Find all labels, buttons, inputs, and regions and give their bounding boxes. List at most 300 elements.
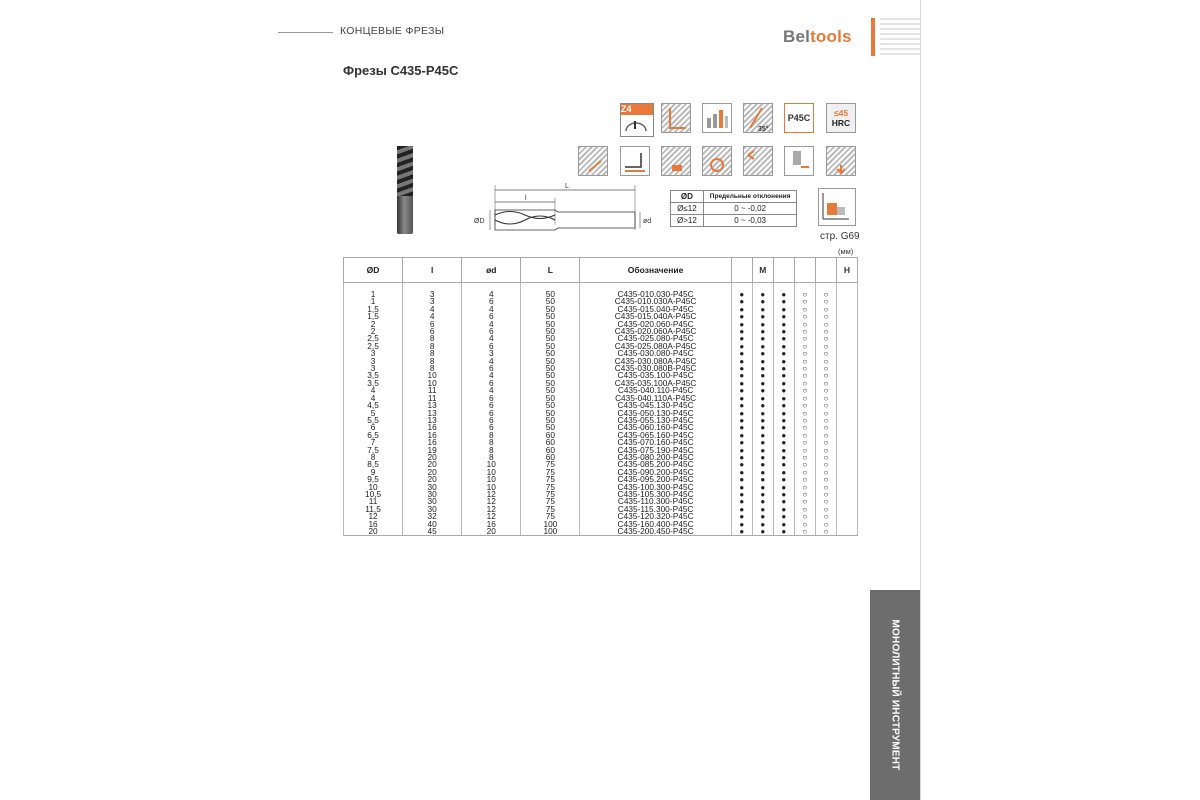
dim-od: ød: [643, 218, 652, 225]
table-cell: 50: [521, 402, 580, 409]
cutting-data-icon: [818, 188, 856, 226]
table-cell: 50: [521, 343, 580, 350]
table-cell: 6,5: [344, 432, 403, 439]
table-cell: 4: [462, 335, 521, 342]
table-cell: 50: [521, 350, 580, 357]
table-cell: 16: [403, 432, 462, 439]
suitability-K-cell: ●: [773, 454, 794, 461]
performance-bars-icon: [702, 103, 732, 133]
suitability-M-cell: ●: [752, 439, 773, 446]
suitability-H-cell: [836, 454, 857, 461]
table-row: [344, 528, 858, 536]
table-cell: 75: [521, 491, 580, 498]
suitability-H-cell: [836, 291, 857, 298]
table-cell: 4: [462, 372, 521, 379]
suitability-M-cell: ●: [752, 476, 773, 483]
suitability-N-cell: ○: [794, 313, 815, 320]
suitability-M-cell: ●: [752, 372, 773, 379]
suitability-N-cell: ○: [794, 476, 815, 483]
table-cell: 12: [462, 513, 521, 520]
table-cell: C435-060.160-P45C: [580, 424, 731, 431]
suitability-P-cell: ●: [731, 484, 752, 491]
table-cell: C435-020.060-P45C: [580, 321, 731, 328]
suitability-S-cell: ○: [815, 498, 836, 505]
table-cell: 60: [521, 432, 580, 439]
suitability-S-cell: ○: [815, 395, 836, 402]
suitability-N-cell: ○: [794, 424, 815, 431]
suitability-N-cell: ○: [794, 402, 815, 409]
table-cell: 50: [521, 306, 580, 313]
table-cell: 75: [521, 484, 580, 491]
table-cell: 11: [403, 387, 462, 394]
suitability-M-cell: ●: [752, 387, 773, 394]
table-cell: 50: [521, 358, 580, 365]
table-cell: 32: [403, 513, 462, 520]
table-cell: 8: [403, 358, 462, 365]
table-cell: 75: [521, 498, 580, 505]
table-cell: 16: [403, 439, 462, 446]
suitability-M-cell: ●: [752, 328, 773, 335]
suitability-K-cell: ●: [773, 491, 794, 498]
suitability-M-cell: ●: [752, 365, 773, 372]
suitability-K-cell: ●: [773, 306, 794, 313]
suitability-P-cell: ●: [731, 328, 752, 335]
helix-angle-label: 35°: [758, 126, 769, 132]
table-cell: 50: [521, 321, 580, 328]
suitability-M-cell: ●: [752, 521, 773, 528]
suitability-S-cell: ○: [815, 298, 836, 305]
dim-l: l: [525, 195, 527, 202]
table-cell: C435-045.130-P45C: [580, 402, 731, 409]
header-rule: [278, 32, 333, 33]
suitability-P-cell: ●: [731, 461, 752, 468]
table-cell: C435-030.080-P45C: [580, 350, 731, 357]
suitability-M-cell: ●: [752, 395, 773, 402]
suitability-P-cell: ●: [731, 491, 752, 498]
table-cell: 6: [462, 313, 521, 320]
table-cell: 60: [521, 454, 580, 461]
suitability-H-cell: [836, 298, 857, 305]
col-N: N: [794, 258, 815, 283]
suitability-P-cell: ●: [731, 372, 752, 379]
table-cell: 7: [344, 439, 403, 446]
suitability-M-cell: ●: [752, 350, 773, 357]
hrc-unit: HRC: [831, 118, 851, 128]
suitability-P-cell: ●: [731, 298, 752, 305]
suitability-S-cell: ○: [815, 447, 836, 454]
page-divider: [920, 0, 921, 800]
dimension-drawing: [470, 180, 660, 240]
suitability-K-cell: ●: [773, 484, 794, 491]
suitability-S-cell: ○: [815, 328, 836, 335]
shoulder-milling-icon: [620, 146, 650, 176]
table-cell: 11,5: [344, 506, 403, 513]
table-cell: 30: [403, 491, 462, 498]
hardness-badge: [826, 103, 856, 133]
table-cell: 16: [344, 521, 403, 528]
suitability-H-cell: [836, 506, 857, 513]
table-header-row: [344, 258, 858, 283]
suitability-M-cell: ●: [752, 447, 773, 454]
table-cell: 16: [403, 424, 462, 431]
plunge-side-icon: [784, 146, 814, 176]
suitability-N-cell: ○: [794, 484, 815, 491]
table-cell: 1,5: [344, 313, 403, 320]
suitability-H-cell: [836, 424, 857, 431]
table-cell: 3: [403, 298, 462, 305]
table-cell: 1: [344, 291, 403, 298]
suitability-P-cell: ●: [731, 417, 752, 424]
suitability-M-cell: ●: [752, 491, 773, 498]
table-cell: 3,5: [344, 372, 403, 379]
table-cell: 100: [521, 521, 580, 528]
table-cell: 11: [403, 395, 462, 402]
table-cell: C435-030.080A-P45C: [580, 358, 731, 365]
tol-head-tol: Предельные отклонения: [703, 191, 797, 203]
table-cell: 20: [403, 461, 462, 468]
suitability-M-cell: ●: [752, 291, 773, 298]
accent-bar: [871, 18, 875, 56]
suitability-S-cell: ○: [815, 313, 836, 320]
table-cell: 13: [403, 410, 462, 417]
table-cell: 4: [403, 313, 462, 320]
table-cell: 4: [344, 395, 403, 402]
table-cell: 8: [403, 343, 462, 350]
table-cell: 6: [403, 328, 462, 335]
table-cell: 9: [344, 469, 403, 476]
table-cell: C435-090.200-P45C: [580, 469, 731, 476]
table-cell: 11: [344, 498, 403, 505]
table-cell: 6: [462, 343, 521, 350]
table-cell: 13: [403, 402, 462, 409]
table-cell: C435-050.130-P45C: [580, 410, 731, 417]
dim-L: L: [565, 183, 569, 190]
suitability-K-cell: ●: [773, 387, 794, 394]
table-cell: 8: [403, 350, 462, 357]
table-cell: 3,5: [344, 380, 403, 387]
suitability-P-cell: ●: [731, 321, 752, 328]
table-cell: 20: [462, 528, 521, 536]
suitability-S-cell: ○: [815, 335, 836, 342]
suitability-N-cell: ○: [794, 291, 815, 298]
tol-head-d: ØD: [671, 191, 704, 203]
table-cell: 8: [403, 365, 462, 372]
suitability-K-cell: ●: [773, 417, 794, 424]
table-cell: 60: [521, 447, 580, 454]
col-S: S: [815, 258, 836, 283]
suitability-P-cell: ●: [731, 424, 752, 431]
suitability-P-cell: ●: [731, 395, 752, 402]
table-cell: 20: [403, 469, 462, 476]
table-cell: 3: [344, 365, 403, 372]
table-cell: 10: [403, 372, 462, 379]
suitability-S-cell: ○: [815, 387, 836, 394]
table-cell: 6: [462, 395, 521, 402]
suitability-K-cell: ●: [773, 506, 794, 513]
decor-stripes: [880, 18, 920, 58]
suitability-H-cell: [836, 306, 857, 313]
side-tab-label: МОНОЛИТНЫЙ ИНСТРУМЕНТ: [889, 619, 901, 771]
table-cell: C435-055.130-P45C: [580, 417, 731, 424]
suitability-N-cell: ○: [794, 506, 815, 513]
suitability-K-cell: ●: [773, 291, 794, 298]
suitability-P-cell: ●: [731, 365, 752, 372]
suitability-K-cell: ●: [773, 424, 794, 431]
table-cell: C435-110.300-P45C: [580, 498, 731, 505]
table-cell: 20: [344, 528, 403, 536]
table-cell: 5: [344, 410, 403, 417]
suitability-K-cell: ●: [773, 380, 794, 387]
suitability-S-cell: ○: [815, 358, 836, 365]
plunge-milling-icon: [826, 146, 856, 176]
table-cell: 16: [462, 521, 521, 528]
suitability-M-cell: ●: [752, 424, 773, 431]
col-P: P: [731, 258, 752, 283]
table-cell: 75: [521, 506, 580, 513]
suitability-H-cell: [836, 498, 857, 505]
table-cell: C435-035.100-P45C: [580, 372, 731, 379]
table-cell: C435-040.110A-P45C: [580, 395, 731, 402]
suitability-H-cell: [836, 439, 857, 446]
table-cell: 10: [462, 484, 521, 491]
table-cell: 6: [462, 328, 521, 335]
suitability-N-cell: ○: [794, 365, 815, 372]
suitability-M-cell: ●: [752, 410, 773, 417]
coating-p45c-badge: P45C: [784, 103, 814, 133]
table-cell: 50: [521, 395, 580, 402]
suitability-P-cell: ●: [731, 469, 752, 476]
table-cell: 75: [521, 476, 580, 483]
dim-OD: ØD: [474, 218, 485, 225]
suitability-H-cell: [836, 358, 857, 365]
table-cell: 7,5: [344, 447, 403, 454]
suitability-P-cell: ●: [731, 454, 752, 461]
table-cell: 2,5: [344, 335, 403, 342]
table-cell: 8: [344, 454, 403, 461]
suitability-M-cell: ●: [752, 321, 773, 328]
table-cell: 10,5: [344, 491, 403, 498]
table-cell: 6: [462, 365, 521, 372]
suitability-S-cell: ○: [815, 343, 836, 350]
suitability-P-cell: ●: [731, 313, 752, 320]
hrc-value: ≤45: [833, 108, 849, 118]
suitability-H-cell: [836, 328, 857, 335]
table-cell: 3: [344, 350, 403, 357]
suitability-N-cell: ○: [794, 343, 815, 350]
suitability-K-cell: ●: [773, 521, 794, 528]
suitability-S-cell: ○: [815, 513, 836, 520]
col-H: H: [836, 258, 857, 283]
suitability-K-cell: ●: [773, 335, 794, 342]
suitability-S-cell: ○: [815, 476, 836, 483]
tol-d: Ø>12: [671, 215, 704, 227]
suitability-K-cell: ●: [773, 447, 794, 454]
suitability-H-cell: [836, 484, 857, 491]
suitability-P-cell: ●: [731, 350, 752, 357]
suitability-S-cell: ○: [815, 410, 836, 417]
table-cell: 60: [521, 439, 580, 446]
table-cell: C435-010.030-P45C: [580, 291, 731, 298]
suitability-N-cell: ○: [794, 528, 815, 536]
suitability-K-cell: ●: [773, 328, 794, 335]
table-cell: C435-200.450-P45C: [580, 528, 731, 536]
suitability-M-cell: ●: [752, 402, 773, 409]
suitability-H-cell: [836, 417, 857, 424]
table-cell: 50: [521, 417, 580, 424]
table-cell: C435-040.110-P45C: [580, 387, 731, 394]
table-cell: C435-025.080-P45C: [580, 335, 731, 342]
table-cell: C435-070.160-P45C: [580, 439, 731, 446]
suitability-S-cell: ○: [815, 424, 836, 431]
suitability-S-cell: ○: [815, 432, 836, 439]
table-cell: C435-020.060A-P45C: [580, 328, 731, 335]
table-cell: 8: [462, 439, 521, 446]
table-cell: 6: [462, 298, 521, 305]
flutes-z4-icon: [620, 103, 654, 137]
table-cell: C435-160.400-P45C: [580, 521, 731, 528]
table-cell: 6: [462, 417, 521, 424]
suitability-S-cell: ○: [815, 306, 836, 313]
suitability-S-cell: ○: [815, 372, 836, 379]
suitability-M-cell: ●: [752, 417, 773, 424]
table-cell: 8: [403, 335, 462, 342]
suitability-P-cell: ●: [731, 335, 752, 342]
units-label: (мм): [838, 247, 854, 256]
table-cell: C435-100.300-P45C: [580, 484, 731, 491]
suitability-H-cell: [836, 313, 857, 320]
tol-value: 0 ~ -0,03: [703, 215, 797, 227]
table-cell: 45: [403, 528, 462, 536]
table-cell: 30: [403, 484, 462, 491]
table-cell: 6: [462, 402, 521, 409]
suitability-S-cell: ○: [815, 365, 836, 372]
suitability-P-cell: ●: [731, 439, 752, 446]
table-cell: 6: [462, 410, 521, 417]
suitability-N-cell: ○: [794, 387, 815, 394]
col-OD: ØD: [344, 258, 403, 283]
suitability-N-cell: ○: [794, 350, 815, 357]
helical-milling-icon: [702, 146, 732, 176]
side-milling-icon: [578, 146, 608, 176]
suitability-P-cell: ●: [731, 447, 752, 454]
suitability-N-cell: ○: [794, 447, 815, 454]
product-table: [343, 257, 858, 536]
table-cell: 75: [521, 469, 580, 476]
suitability-K-cell: ●: [773, 439, 794, 446]
suitability-K-cell: ●: [773, 298, 794, 305]
table-cell: 3: [344, 358, 403, 365]
logo-part1: Bel: [783, 27, 811, 46]
suitability-H-cell: [836, 380, 857, 387]
table-cell: 4: [462, 321, 521, 328]
suitability-N-cell: ○: [794, 298, 815, 305]
table-cell: C435-120.320-P45C: [580, 513, 731, 520]
suitability-H-cell: [836, 365, 857, 372]
suitability-M-cell: ●: [752, 335, 773, 342]
table-cell: 50: [521, 424, 580, 431]
table-cell: 12: [462, 498, 521, 505]
table-cell: C435-080.200-P45C: [580, 454, 731, 461]
suitability-N-cell: ○: [794, 454, 815, 461]
suitability-N-cell: ○: [794, 461, 815, 468]
suitability-P-cell: ●: [731, 476, 752, 483]
suitability-K-cell: ●: [773, 469, 794, 476]
table-cell: C435-065.160-P45C: [580, 432, 731, 439]
suitability-H-cell: [836, 402, 857, 409]
suitability-K-cell: ●: [773, 313, 794, 320]
table-cell: 50: [521, 380, 580, 387]
suitability-H-cell: [836, 521, 857, 528]
suitability-N-cell: ○: [794, 372, 815, 379]
table-cell: 12: [462, 491, 521, 498]
table-cell: 8: [462, 454, 521, 461]
suitability-K-cell: ●: [773, 343, 794, 350]
suitability-N-cell: ○: [794, 417, 815, 424]
table-cell: 4: [462, 387, 521, 394]
table-cell: 20: [403, 454, 462, 461]
suitability-N-cell: ○: [794, 358, 815, 365]
table-cell: 2: [344, 321, 403, 328]
table-cell: 5,5: [344, 417, 403, 424]
suitability-M-cell: ●: [752, 358, 773, 365]
suitability-K-cell: ●: [773, 476, 794, 483]
suitability-N-cell: ○: [794, 395, 815, 402]
suitability-K-cell: ●: [773, 498, 794, 505]
table-cell: 75: [521, 513, 580, 520]
brand-logo: [783, 27, 852, 47]
table-cell: C435-075.190-P45C: [580, 447, 731, 454]
table-cell: 13: [403, 417, 462, 424]
suitability-M-cell: ●: [752, 461, 773, 468]
suitability-M-cell: ●: [752, 528, 773, 536]
table-cell: 6: [462, 424, 521, 431]
table-cell: 12: [344, 513, 403, 520]
table-cell: 100: [521, 528, 580, 536]
suitability-K-cell: ●: [773, 402, 794, 409]
table-cell: C435-035.100A-P45C: [580, 380, 731, 387]
suitability-K-cell: ●: [773, 321, 794, 328]
logo-part2: tools: [810, 27, 852, 46]
suitability-H-cell: [836, 335, 857, 342]
suitability-P-cell: ●: [731, 506, 752, 513]
table-cell: 30: [403, 506, 462, 513]
tolerance-table: [670, 190, 797, 227]
suitability-K-cell: ●: [773, 358, 794, 365]
suitability-H-cell: [836, 476, 857, 483]
suitability-S-cell: ○: [815, 469, 836, 476]
table-cell: C435-010.030A-P45C: [580, 298, 731, 305]
table-cell: 10: [462, 461, 521, 468]
suitability-P-cell: ●: [731, 343, 752, 350]
suitability-N-cell: ○: [794, 328, 815, 335]
table-cell: 10: [344, 484, 403, 491]
table-cell: C435-025.080A-P45C: [580, 343, 731, 350]
table-cell: C435-085.200-P45C: [580, 461, 731, 468]
suitability-H-cell: [836, 350, 857, 357]
table-cell: C435-115.300-P45C: [580, 506, 731, 513]
suitability-M-cell: ●: [752, 380, 773, 387]
suitability-M-cell: ●: [752, 484, 773, 491]
suitability-S-cell: ○: [815, 461, 836, 468]
table-cell: 50: [521, 410, 580, 417]
suitability-S-cell: ○: [815, 454, 836, 461]
suitability-H-cell: [836, 513, 857, 520]
section-label: КОНЦЕВЫЕ ФРЕЗЫ: [340, 25, 445, 37]
suitability-N-cell: ○: [794, 491, 815, 498]
suitability-N-cell: ○: [794, 439, 815, 446]
table-cell: 50: [521, 335, 580, 342]
suitability-H-cell: [836, 491, 857, 498]
